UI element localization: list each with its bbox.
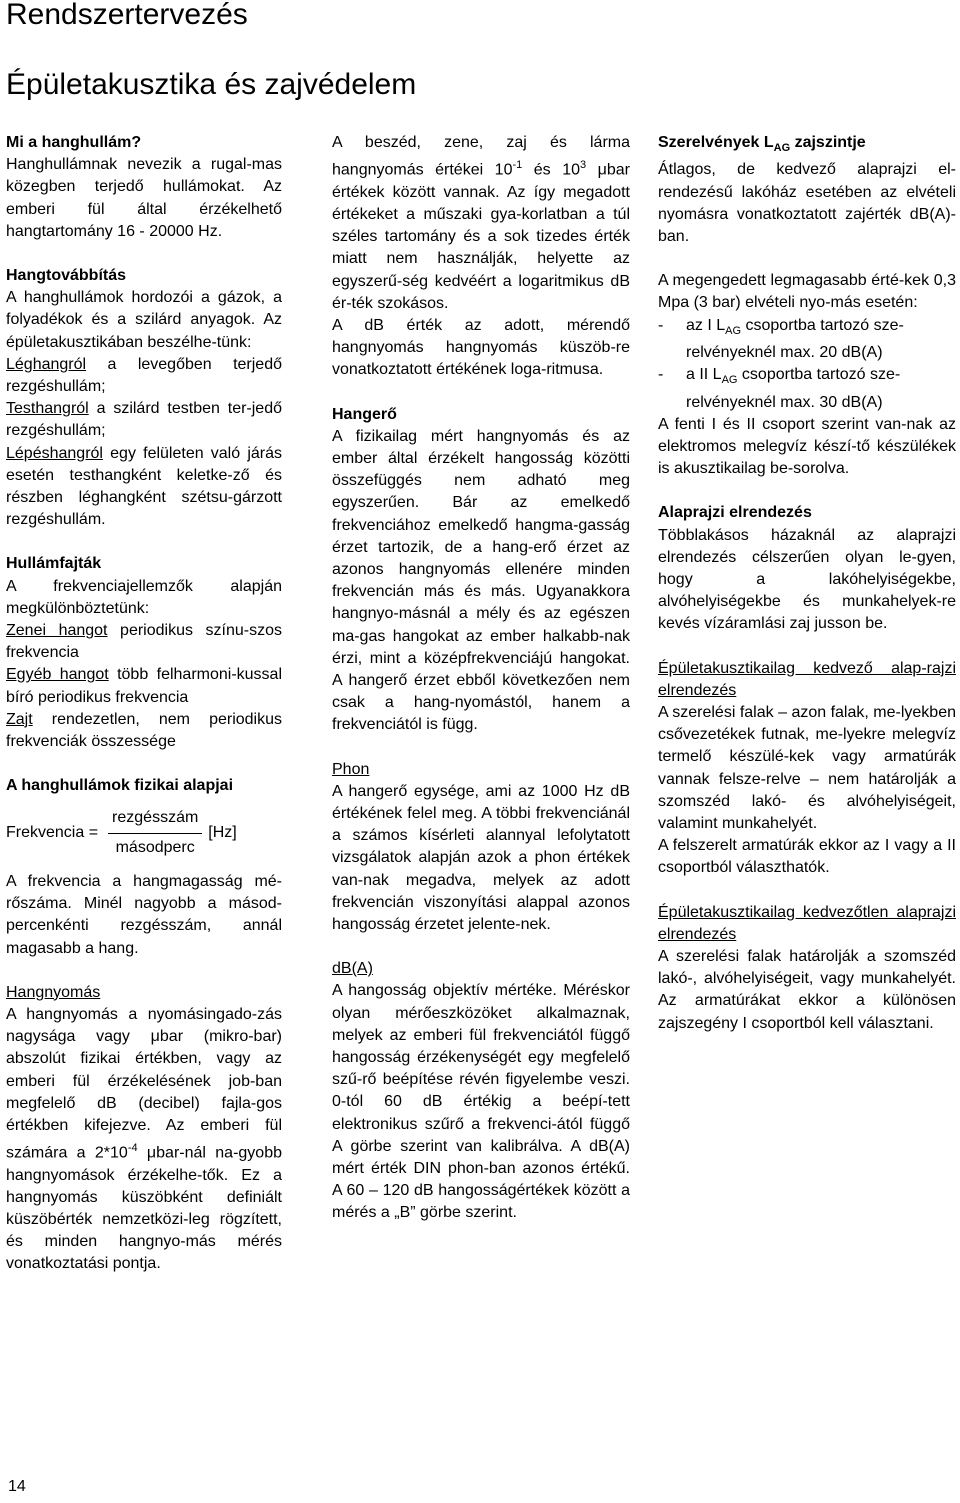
column-1 [6, 132, 282, 1276]
fixtures-noise-text: Átlagos, de kedvező alaprajzi el-rendezésű lakóház esetében az elvételi nyomásra vonatkoztatott zajérték dB(A)-ban. [658, 161, 956, 245]
transmission-text: A hanghullámok hordozói a gázok, a folyadékok és a szilárd anyagok. Az épületakusztikában beszélhe-tünk: [6, 289, 282, 351]
airborne-sound-definition: Léghangról a levegőben terjedő rezgéshullám; [6, 355, 282, 396]
phon-text: A hangerő egysége, ami az 1000 Hz dB értékének felel meg. A többi frekvenciánál a számos kísérleti alannyal lefolytatott vizsgálatok alapján azok a phon értékek van-nak megadva, melyek az adott frekvencián viszonyítási alappal azonos hangosság érzetet jelente-nek. [332, 782, 630, 934]
airborne-sound-term: Léghangról [6, 355, 87, 373]
pure-tone-term: Zenei hangot [6, 622, 108, 640]
formula-unit: [Hz] [208, 824, 237, 842]
formula-numerator: rezgésszám [108, 807, 202, 833]
formula-denominator: másodperc [115, 838, 195, 856]
list-item-continuation: relvényeknél max. 20 dB(A) [686, 344, 883, 361]
section-title: Épületakusztika és zajvédelem [6, 68, 417, 101]
physics-heading: A hanghullámok fizikai alapjai [6, 777, 234, 795]
unfavorable-layout-heading: Épületakusztikailag kedvezőtlen alaprajzi elrendezés [658, 903, 956, 943]
impact-sound-term: Lépéshangról [6, 444, 103, 462]
favorable-layout-text: A szerelési falak – azon falak, me-lyekben csővezetékek futnak, me-lyekre melegvíz termelő készülé-kek vagy armatúrák vannak felsze-relve – nem határolják a szomszéd lakó- és alvóhelyiségeit, valamint munkahelyét. [658, 704, 956, 833]
list-item: - az I $L_{AG}$ csoportba tartozó sze- [658, 316, 904, 337]
groups-text: A fenti I és II csoport szerint van-nak az elektromos melegvíz készí-tő készülékek is akusztikailag be-sorolva. [658, 415, 956, 478]
db-definition-text: A dB érték az adott, mérendő hangnyomás hangnyomás küszöb-re vonatkoztatott értékének loga-ritmusa. [332, 316, 630, 379]
transmission-heading: Hangtovábbítás [6, 267, 127, 285]
sound-pressure-text: A hangnyomás a nyomásingado-zás nagysága vagy μbar (mikro-bar) abszolút fizikai értékben, vagy az emberi fül érzékelésének job-ban megfelelő dB (decibel) fajla-gos értékben kifejezve. Az emberi fül számára a $2*10^{-4}$ μbar-nál na-gyobb hangnyomások érzékelhe-tők. Ez a hangnyomás küszöbként definiált küszöbérték nemzetközi-leg rögzített, és minden hangnyo-más mérés vonatkoztatási pontja. [6, 1005, 282, 1273]
frequency-formula [6, 807, 282, 858]
noise-term: Zajt [6, 710, 33, 728]
pressure-range-text: A beszéd, zene, zaj és lárma hangnyomás értékei $10^{-1}$ és $10^3$ μbar értékek között vannak. Az így megadott értékeket a műszaki gya-korlatban a túl széles tartomány és a sok tizedes érték miatt nem használják, helyette az egyszerű-ség kedvéért a logaritmikus dB ér-ték szokásos. [332, 134, 631, 312]
formula-lhs: Frekvencia = [6, 824, 99, 842]
frequency-text: A frekvencia a hangmagasság mé-rőszáma. Minél nagyobb a másod-percenkénti rezgésszám, annál magasabb a hang. [6, 872, 282, 957]
list-item-continuation: relvényeknél max. 30 dB(A) [686, 393, 883, 411]
what-is-sound-heading: Mi a hanghullám? [6, 134, 142, 151]
complex-tone-definition: Egyéb hangot több felharmoni-kussal bíró periodikus frekvencia [6, 666, 283, 706]
what-is-sound-text: Hanghullámnak nevezik a rugal-mas közegben terjedő hullámokat. Az emberi fül által érzékelhető hangtartomány 16 - 20000 Hz. [6, 156, 282, 240]
fixtures-noise-heading: Szerelvények $L_{AG}$ zajszintje [658, 134, 866, 155]
page-number: 14 [8, 1478, 26, 1495]
phon-heading: Phon [332, 760, 370, 778]
noise-definition: Zajt rendezetlen, nem periodikus frekvenciák összessége [6, 710, 282, 751]
floor-plan-text: Többlakásos házaknál az alaprajzi elrendezés célszerűen olyan le-gyen, hogy a lakóhelyiségekbe, alvóhelyiségekbe és munkahelyek-re kevés vízáramlási zaj jusson be. [658, 526, 956, 633]
wave-types-heading: Hullámfajták [6, 555, 102, 573]
column-3 [658, 132, 956, 1035]
structure-sound-term: Testhangról [6, 400, 89, 418]
sound-pressure-heading: Hangnyomás [6, 983, 101, 1001]
unfavorable-layout-text: A szerelési falak határolják a szomszéd lakó-, alvóhelyiségeit, vagy munkahelyét. Az armatúrákat ekkor a különösen zajszegény I csoportból kell választani. [658, 948, 956, 1032]
structure-sound-definition: Testhangról a szilárd testben ter-jedő rezgéshullám; [6, 400, 282, 440]
favorable-layout-text-2: A felszerelt armatúrák ekkor az I vagy a II csoportból választhatók. [658, 837, 956, 877]
favorable-layout-heading: Épületakusztikailag kedvező alap-rajzi elrendezés [658, 659, 956, 699]
dba-text: A hangosság objektív mértéke. Méréskor olyan mérőeszközöket alkalmaznak, melyek az emberi fül frekvenciától függő hangosság érzékenységét egy megfelelő szű-rő beépítése révén figyelembe veszi. 0-tól 60 dB értékig a beépí-tett elektronikus szűrő a frekvenci-ától függő A görbe szerint van kalibrálva. A dB(A) mért érték DIN phon-ban azonos értékű. A 60 – 120 dB hangosságértékek között a mérés a „B” görbe szerint. [332, 982, 630, 1222]
list-item: - a II $L_{AG}$ csoportba tartozó sze- [658, 366, 901, 387]
complex-tone-term: Egyéb hangot [6, 666, 109, 684]
column-2 [332, 132, 630, 1225]
header-title: Rendszertervezés [6, 0, 248, 31]
wave-types-text: A frekvenciajellemzők alapján megkülönböztetünk: [6, 577, 282, 617]
impact-sound-definition: Lépéshangról egy felületen való járás esetén testhangként keletke-ző és részben léghangként szétsu-gárzott rezgéshullám. [6, 444, 282, 529]
loudness-heading: Hangerő [332, 405, 397, 423]
floor-plan-heading: Alaprajzi elrendezés [658, 504, 812, 522]
formula-fraction [108, 807, 202, 858]
allowed-values-text: A megengedett legmagasabb érté-kek 0,3 Mpa (3 bar) elvételi nyo-más esetén: [658, 272, 956, 312]
pure-tone-definition: Zenei hangot periodikus színu-szos frekvencia [6, 622, 283, 662]
loudness-text: A fizikailag mért hangnyomás és az ember által érzékelt hangosság közötti összefüggés nem adható meg egyszerűen. Bár az emelkedő frekvenciához emelkedő hangma-gasság érzet tartozik, de a hang-erő érzet az azonos hangnyomás ellenére minden frekvencián más és más. Ugyanakkora hangnyo-másnál a mély és az egészen ma-gas hangokat az ember halkabb-nak érzi, mint a középfrekvenciájú hangokat. A hangerő érzet ebből következően nem csak a hang-nyomástól, hanem a frekvenciától is függ. [332, 427, 630, 734]
dba-heading: dB(A) [332, 960, 373, 978]
